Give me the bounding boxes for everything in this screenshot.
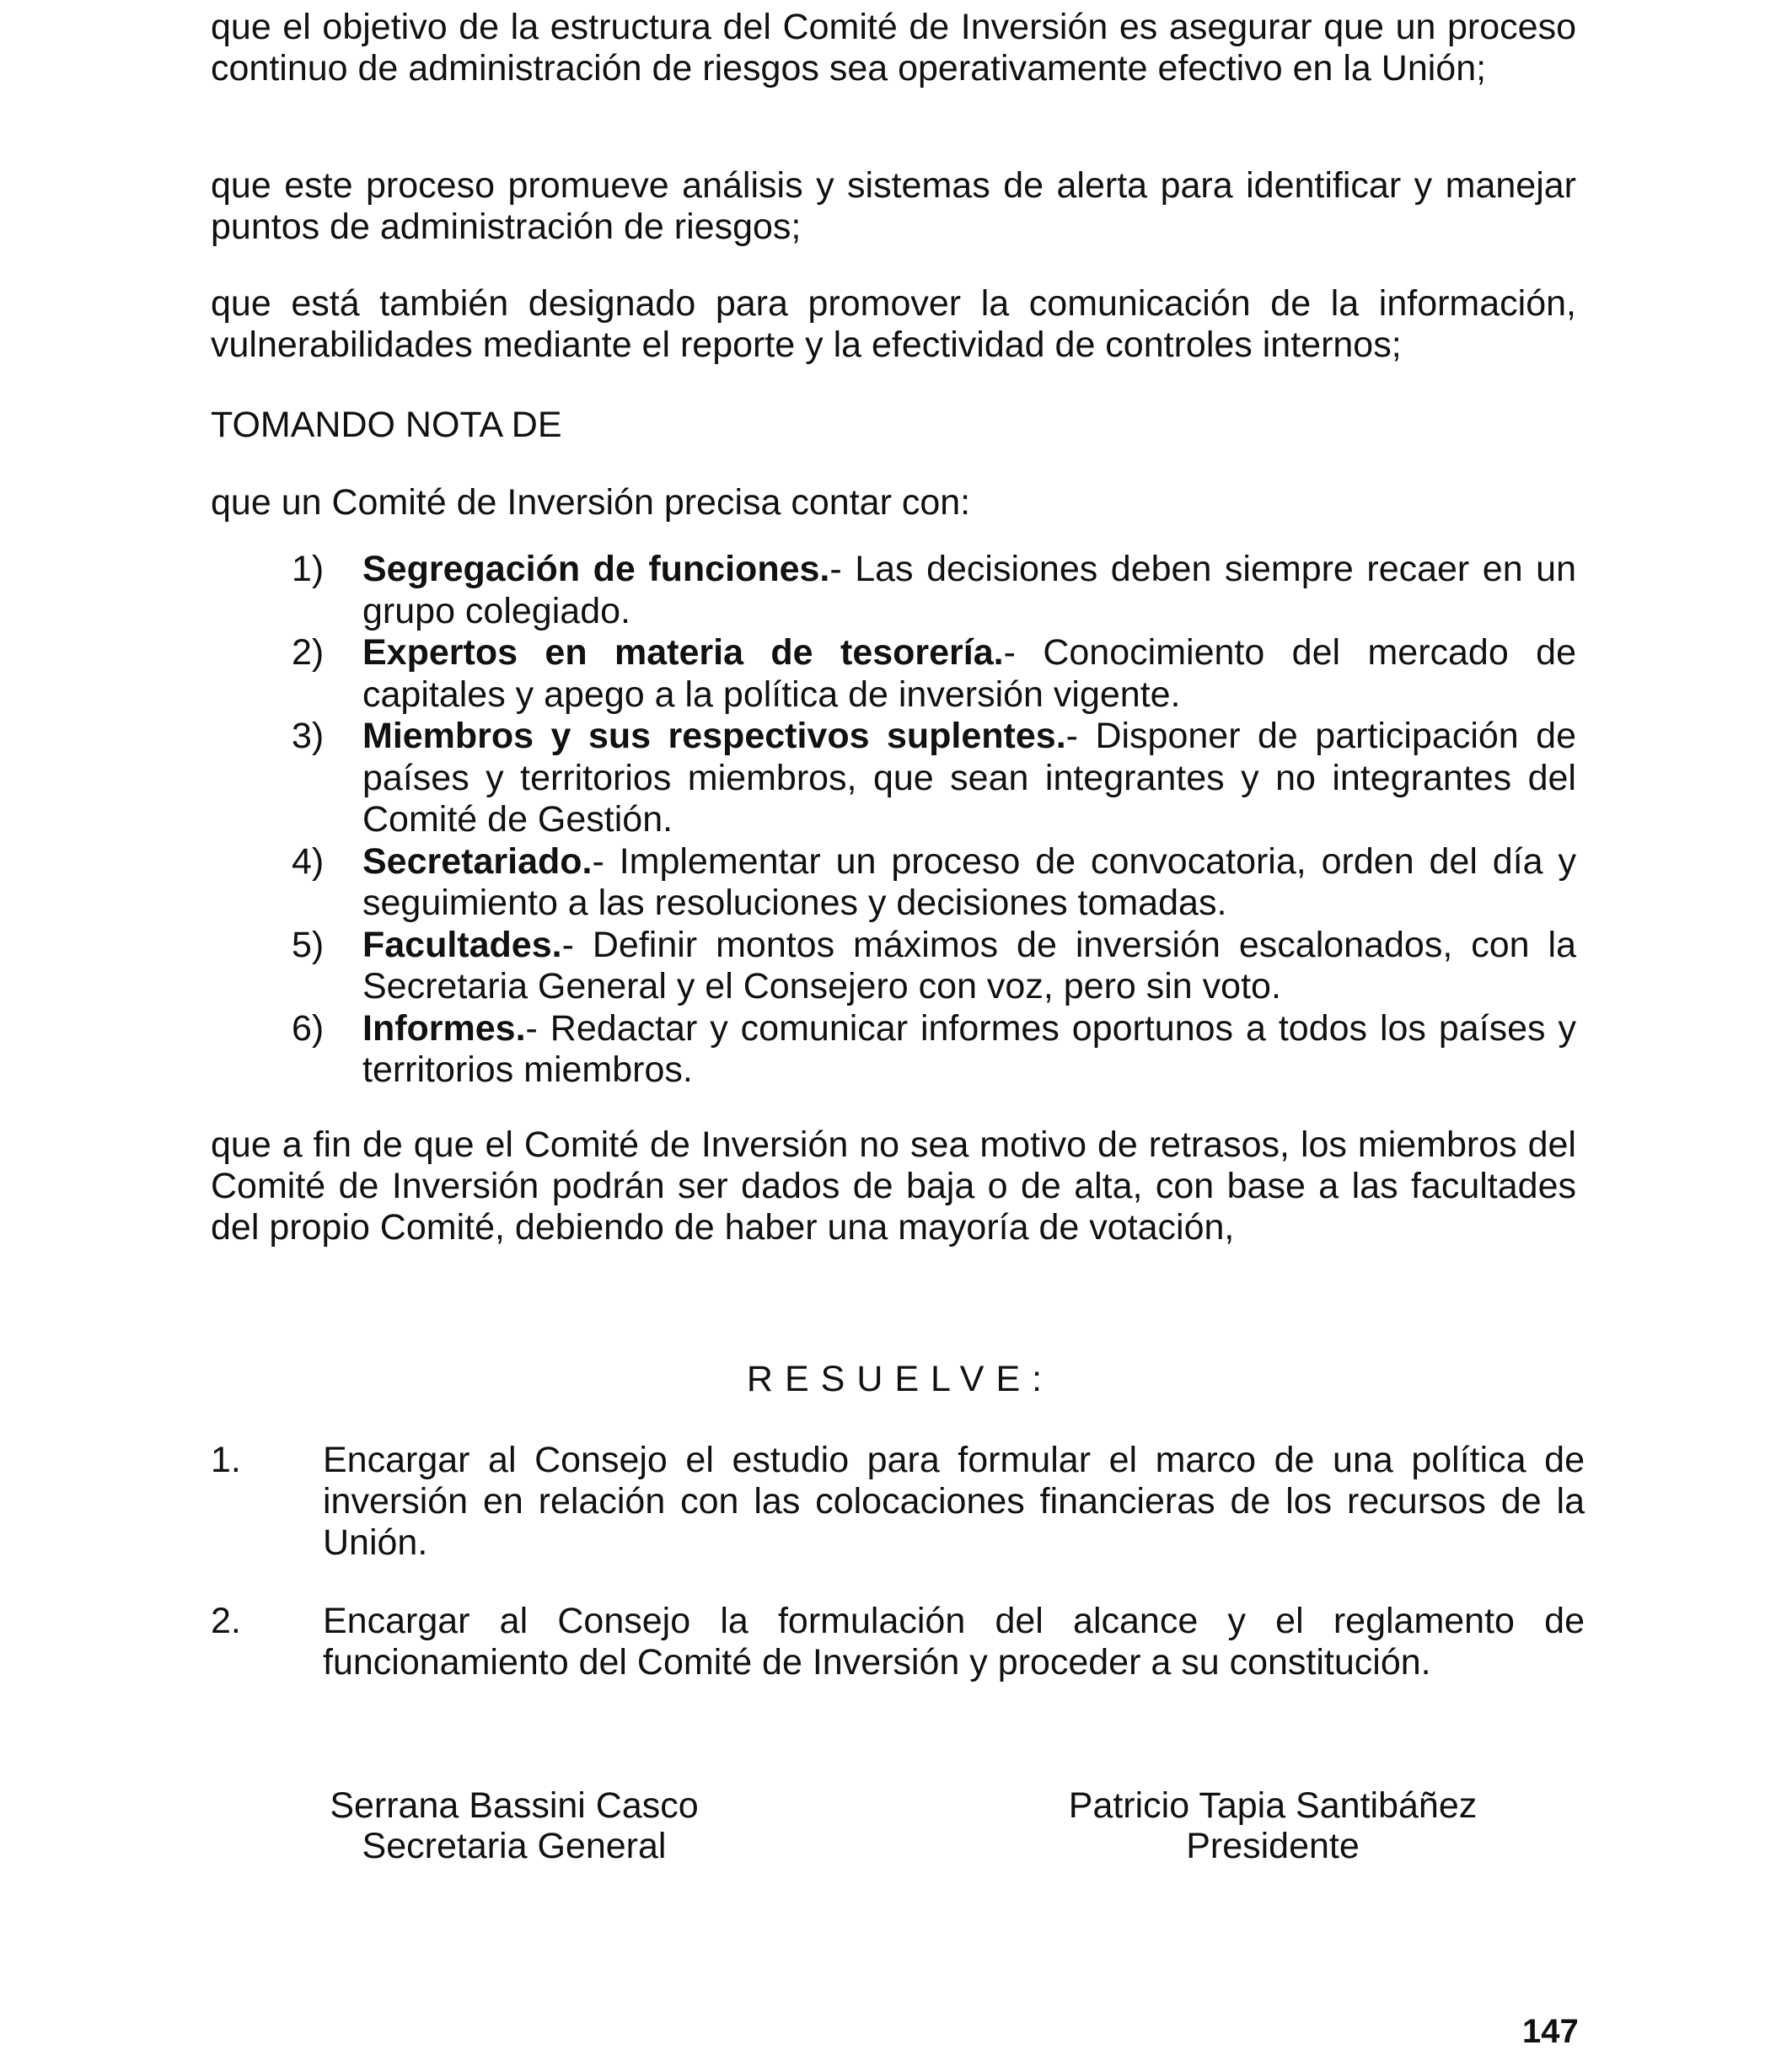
requirement-term: Miembros y sus respectivos suplentes. [362,716,1066,756]
requirement-number: 1) [292,549,325,589]
signatory-name: Patricio Tapia Santibáñez [1068,1785,1478,1826]
resolution-number: 1. [211,1440,241,1480]
requirement-text: - Las decisiones deben siempre recaer en un grupo colegiado. [362,549,1576,631]
requirement-number: 6) [292,1007,325,1049]
page-number: 147 [1522,2013,1579,2050]
resolution-text: Encargar al Consejo el estudio para formular el marco de una política de inversión en relación con las colocaciones financieras de los recursos de la Unión. [323,1440,1585,1563]
resolve-heading: RESUELVE: [746,1359,1054,1399]
resolution-number: 2. [211,1601,241,1641]
requirement-item [211,716,1576,841]
requirement-item [211,925,1576,1008]
resolution-text: Encargar al Consejo la formulación del alcance y el reglamento de funcionamiento del Comité de Inversión y proceder a su constitución. [323,1601,1585,1683]
requirements-list [211,549,1576,1092]
requirement-text: - Definir montos máximos de inversión escalonados, con la Secretaria General y el Consejero con voz, pero sin voto. [362,924,1576,1006]
requirement-term: Facultades. [362,924,562,965]
requirement-number: 4) [292,840,325,882]
requirement-term: Informes. [362,1007,526,1049]
requirement-number: 2) [292,632,325,673]
requirement-text: - Implementar un proceso de convocatoria, orden del día y seguimiento a las resoluciones y decisiones tomadas. [362,840,1576,923]
requirement-term: Expertos en materia de tesorería. [362,632,1004,673]
requirement-item [211,632,1576,716]
resolution-item [211,1440,1585,1564]
intro-paragraph-communication: que está también designado para promover la comunicación de la información, vulnerabilidades mediante el reporte y la efectividad de controles internos; [211,283,1576,365]
intro-paragraph-process: que este proceso promueve análisis y sistemas de alerta para identificar y manejar puntos de administración de riesgos; [211,165,1576,247]
signature-block-secretary [287,1785,742,1866]
list-intro: que un Comité de Inversión precisa contar con: [211,482,971,523]
requirement-text: - Redactar y comunicar informes oportunos a todos los países y territorios miembros. [362,1007,1576,1090]
requirement-text: - Conocimiento del mercado de capitales y apego a la política de inversión vigente. [362,632,1576,715]
signatory-title: Secretaria General [362,1826,667,1866]
signatory-title: Presidente [1186,1826,1360,1866]
closing-paragraph: que a fin de que el Comité de Inversión no sea motivo de retrasos, los miembros del Comité de Inversión podrán ser dados de baja o de alta, con base a las facultades del propio Comité, debiendo de haber una mayoría de votación, [211,1124,1576,1248]
requirement-text: - Disponer de participación de países y territorios miembros, que sean integrantes y no integrantes del Comité de Gestión. [362,716,1576,840]
requirement-term: Secretariado. [362,840,593,882]
requirement-number: 3) [292,716,325,756]
resolution-item [211,1601,1585,1683]
tomando-nota-heading: TOMANDO NOTA DE [211,405,562,445]
signatory-name: Serrana Bassini Casco [330,1785,699,1826]
intro-paragraph-objective: que el objetivo de la estructura del Comité de Inversión es asegurar que un proceso continuo de administración de riesgos sea operativamente efectivo en la Unión; [211,7,1576,89]
requirement-term: Segregación de funciones. [362,549,830,589]
requirement-item [211,1008,1576,1092]
requirement-item [211,549,1576,632]
signature-block-president [1020,1785,1526,1866]
requirement-item [211,841,1576,925]
requirement-number: 5) [292,924,325,965]
